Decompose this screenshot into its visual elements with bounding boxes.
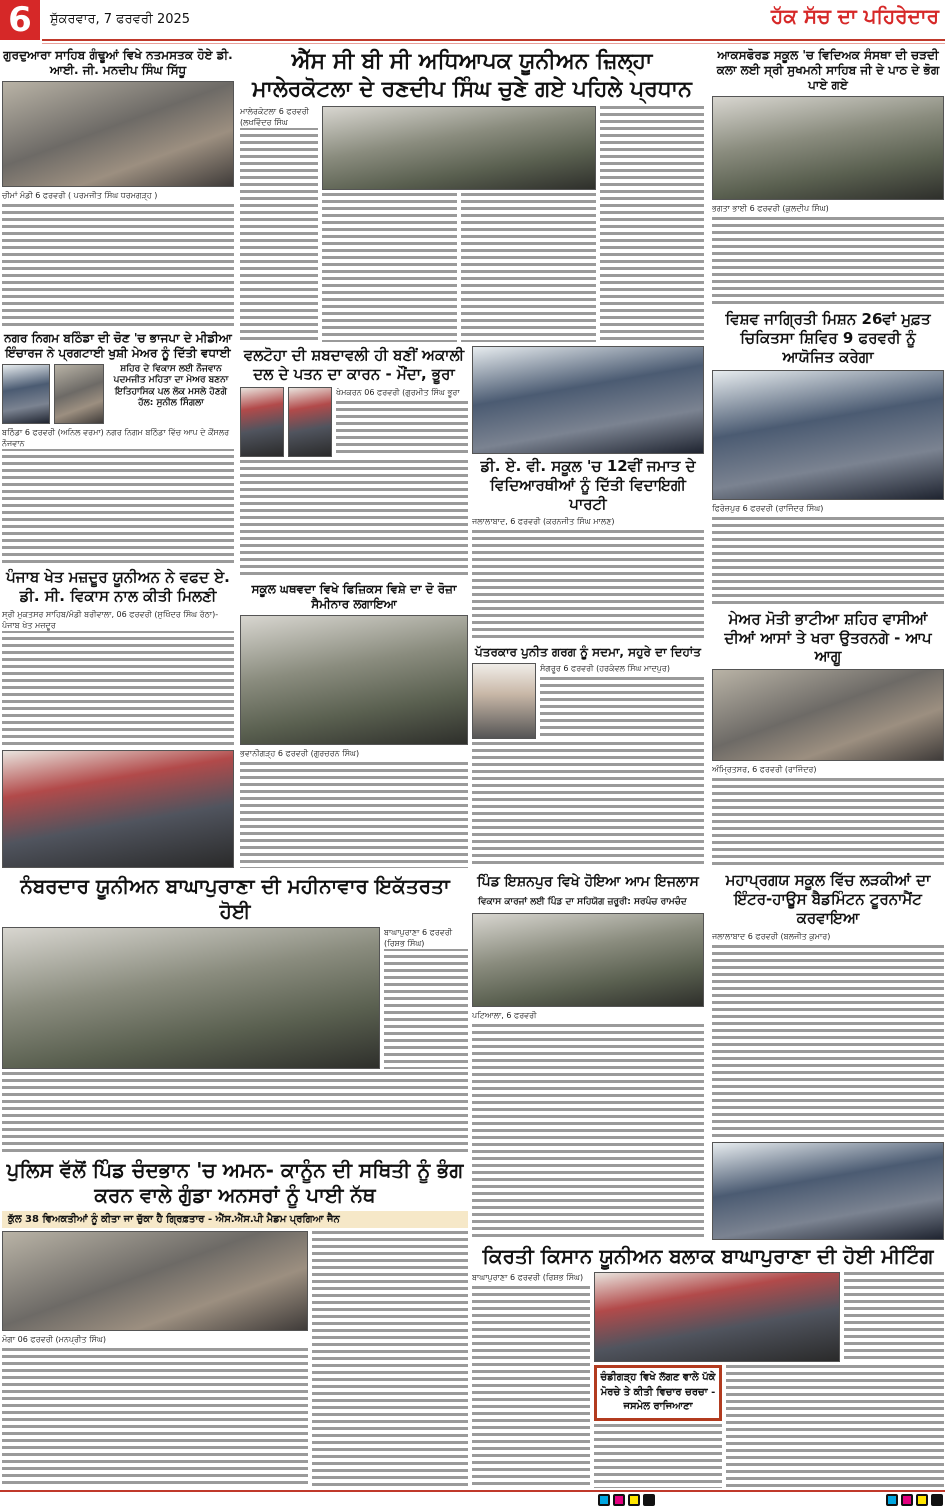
registration-mark-yellow xyxy=(916,1494,928,1506)
article-nambardar-body-2 xyxy=(2,1072,468,1152)
kirti-photo-row xyxy=(594,1272,944,1362)
main-story-body xyxy=(240,106,704,342)
headline-main: ਐੱਸ ਸੀ ਬੀ ਸੀ ਅਧਿਆਪਕ ਯੂਨੀਅਨ ਜ਼ਿਲ੍ਹਾ ਮਾਲੇਰਕੋਟਲਾ ਦੇ ਰਣਦੀਪ ਸਿੰਘ ਚੁਣੇ ਗਏ ਪਹਿਲੇ ਪ੍ਰਧਾਨ xyxy=(240,48,704,103)
article-ishanpur-body: ਪਟਿਆਲਾ, 6 ਫਰਵਰੀ xyxy=(472,1010,704,1240)
article-vishav-body: ਫਿਰੋਜ਼ਪੁਰ 6 ਫਰਵਰੀ (ਰਾਜਿੰਦਰ ਸਿੰਘ) xyxy=(712,503,944,607)
registration-mark-magenta xyxy=(613,1494,625,1506)
photo-puneet xyxy=(472,663,536,739)
puneet-row xyxy=(472,663,704,739)
headline-bathinda: ਨਗਰ ਨਿਗਮ ਬਠਿੰਡਾ ਦੀ ਚੋਣ 'ਚ ਭਾਜਪਾ ਦੇ ਮੀਡੀਆ ਇੰਚਾਰਜ ਨੇ ਪ੍ਰਗਟਾਈ ਖੁਸ਼ੀ ਮੇਅਰ ਨੂੰ ਦਿੱਤੀ ਵਧਾਈ xyxy=(2,331,234,361)
article-valtoha-body-2 xyxy=(240,460,468,580)
police-row xyxy=(2,1231,468,1488)
headline-seminar: ਸਕੂਲ ਘਥਵਦਾ ਵਿਖੇ ਫਿਜ਼ਿਕਸ ਵਿਸ਼ੇ ਦਾ ਦੋ ਰੋਜ਼ਾ ਸੈਮੀਨਾਰ ਲਗਾਇਆ xyxy=(240,582,468,612)
photo-dav xyxy=(472,346,704,454)
article-mahapragya-body: ਜਲਾਲਾਬਾਦ 6 ਫਰਵਰੀ (ਬਲਜੀਤ ਕੁਮਾਰ) xyxy=(712,931,944,1140)
kirti-box-column xyxy=(594,1365,722,1488)
headline-akashford: ਆਕਸਫੋਰਡ ਸਕੂਲ 'ਚ ਵਿਦਿਅਕ ਸੰਸਥਾ ਦੀ ਚੜਦੀ ਕਲਾ ਲਈ ਸ੍ਰੀ ਸੁਖਮਨੀ ਸਾਹਿਬ ਜੀ ਦੇ ਪਾਠ ਦੇ ਭੋਗ ਪਾਏ ਗਏ xyxy=(712,48,944,93)
article-mayor-body: ਅੰਮ੍ਰਿਤਸਰ, 6 ਫਰਵਰੀ (ਰਾਜਿੰਦਰ) xyxy=(712,764,944,868)
registration-mark-magenta xyxy=(901,1494,913,1506)
center-left-column xyxy=(240,346,468,868)
photo-mayor xyxy=(712,669,944,761)
ishanpur-story xyxy=(472,874,704,1240)
issue-date: ਸ਼ੁੱਕਰਵਾਰ, 7 ਫਰਵਰੀ 2025 xyxy=(50,12,191,27)
photo-vishav xyxy=(712,370,944,500)
headline-mayor: ਮੇਅਰ ਮੋਤੀ ਭਾਟੀਆ ਸ਼ਹਿਰ ਵਾਸੀਆਂ ਦੀਆਂ ਆਸਾਂ ਤੇ ਖਰਾ ਉਤਰਨਗੇ - ਆਪ ਆਗੂ xyxy=(712,610,944,666)
article-gurdwara-body: ਚੀਮਾਂ ਮੰਡੀ 6 ਫਰਵਰੀ ( ਪਰਮਜੀਤ ਸਿੰਘ ਧਰਮਗੜ੍ਹ ) xyxy=(2,190,234,328)
police-story xyxy=(2,1158,468,1488)
masthead-rule xyxy=(42,43,945,44)
headline-khet-majdoor: ਪੰਜਾਬ ਖੇਤ ਮਜ਼ਦੂਰ ਯੂਨੀਅਨ ਨੇ ਵਫਦ ਏ. ਡੀ. ਸੀ. ਵਿਕਾਸ ਨਾਲ ਕੀਤੀ ਮਿਲਣੀ xyxy=(2,568,234,606)
article-bathinda-body: ਬਠਿੰਡਾ 6 ਫਰਵਰੀ (ਅਨਿਲ ਵਰਮਾ) ਨਗਰ ਨਿਗਮ ਬਠਿੰਡਾ ਵਿੱਚ ਆਪ ਦੇ ਕੌਂਸਲਰ ਨੌਜਵਾਨ xyxy=(2,427,234,565)
registration-mark-cyan xyxy=(886,1494,898,1506)
headline-police: ਪੁਲਿਸ ਵੱਲੋਂ ਪਿੰਡ ਚੰਦਭਾਨ 'ਚ ਅਮਨ- ਕਾਨੂੰਨ ਦੀ ਸਥਿਤੀ ਨੂੰ ਭੰਗ ਕਰਨ ਵਾਲੇ ਗੁੰਡਾ ਅਨਸਰਾਂ ਨੂੰ ਪਾਈ ਨੱਥ xyxy=(2,1158,468,1208)
article-khet-majdoor-body: ਸ੍ਰੀ ਮੁਕਤਸਰ ਸਾਹਿਬ/ਮੰਡੀ ਬਰੀਵਾਲਾ, 06 ਫਰਵਰੀ (ਸੁਖਿੰਦਰ ਸਿੰਘ ਰੱਠਾ)-ਪੰਜਾਬ ਖੇਤ ਮਜ਼ਦੂਰ xyxy=(2,609,234,747)
photo-khet-majdoor xyxy=(2,750,234,868)
article-main-body-1: ਮਾਲੇਰਕੋਟਲਾ 6 ਫਰਵਰੀ (ਲਖਵਿੰਦਰ ਸਿੰਘ xyxy=(240,106,318,342)
article-puneet-body-2 xyxy=(472,742,704,868)
headline-puneet: ਪੱਤਰਕਾਰ ਪੁਨੀਤ ਗਰਗ ਨੂੰ ਸਦਮਾ, ਸਹੁਰੇ ਦਾ ਦਿਹਾਂਤ xyxy=(472,645,704,660)
article-main-body-4 xyxy=(461,193,596,342)
photo-valtoha-2 xyxy=(288,387,332,457)
headline-ishanpur: ਪਿੰਡ ਇਸ਼ਨਪੁਰ ਵਿਖੇ ਹੋਇਆ ਆਮ ਇਜਲਾਸ xyxy=(472,874,704,892)
subheadline-police: ਕੁੱਲ 38 ਵਿਅਕਤੀਆਂ ਨੂੰ ਕੀਤਾ ਜਾ ਚੁੱਕਾ ਹੈ ਗ੍ਰਿਫ਼ਤਾਰ - ਐੱਸ.ਐੱਸ.ਪੀ ਮੈਡਮ ਪ੍ਰਗਿਆ ਜੈਨ xyxy=(2,1211,468,1228)
subheadline-bathinda: ਸ਼ਹਿਰ ਦੇ ਵਿਕਾਸ ਲਈ ਨੌਜਵਾਨ ਪਦਮਜੀਤ ਮਹਿਤਾ ਦਾ ਮੇਅਰ ਬਣਨਾ ਇਤਿਹਾਸਿਕ ਪਲ ਲੋਕ ਮਸਲੇ ਹੋਣਗੇ ਹੱਲ: ਸੁਨੀਲ ਸਿੰਗਲਾ xyxy=(108,364,234,424)
center-right-column xyxy=(472,346,704,868)
article-puneet-body: ਸੰਗਰੂਰ 6 ਫਰਵਰੀ (ਹਰਕੰਵਲ ਸਿੰਘ ਮਾਦਪੁਰ) xyxy=(540,663,704,739)
headline-vishav: ਵਿਸ਼ਵ ਜਾਗ੍ਰਿਤੀ ਮਿਸ਼ਨ 26ਵਾਂ ਮੁਫ਼ਤ ਚਿਕਿਤਸਾ ਸ਼ਿਵਿਰ 9 ਫਰਵਰੀ ਨੂੰ ਆਯੋਜਿਤ ਕਰੇਗਾ xyxy=(712,310,944,366)
photo-seminar xyxy=(240,615,468,745)
registration-mark-cyan xyxy=(598,1494,610,1506)
main-story-lower xyxy=(322,193,596,342)
article-kirti-body: ਬਾਘਾਪੁਰਾਣਾ 6 ਫਰਵਰੀ (ਰਿਸ਼ਭ ਸਿੰਘ) xyxy=(472,1272,590,1488)
article-kirti-body-3 xyxy=(726,1365,944,1488)
article-seminar-body: ਭਵਾਨੀਗੜ੍ਹ 6 ਫਰਵਰੀ (ਗੁਰਚਰਨ ਸਿੰਘ) xyxy=(240,748,468,868)
article-main-body-3 xyxy=(600,106,704,342)
article-nambardar-body: ਬਾਘਾਪੁਰਾਣਾ 6 ਫਰਵਰੀ (ਰਿਸ਼ਭ ਸਿੰਘ) xyxy=(384,927,468,1069)
right-column xyxy=(712,48,944,1240)
masthead-rule xyxy=(42,39,945,41)
article-main-body-2 xyxy=(322,193,457,342)
nambardar-story xyxy=(2,874,468,1152)
photo-gurdwara xyxy=(2,81,234,187)
photo-mahapragya xyxy=(712,1142,944,1240)
headline-nambardar: ਨੰਬਰਦਾਰ ਯੂਨੀਅਨ ਬਾਘਾਪੁਰਾਣਾ ਦੀ ਮਹੀਨਾਵਾਰ ਇਕੱਤਰਤਾ ਹੋਈ xyxy=(2,874,468,924)
police-left xyxy=(2,1231,308,1488)
article-akashford-body: ਭਗਤਾ ਭਾਈ 6 ਫਰਵਰੀ (ਕੁਲਦੀਪ ਸਿੰਘ) xyxy=(712,203,944,307)
headline-kirti: ਕਿਰਤੀ ਕਿਸਾਨ ਯੂਨੀਅਨ ਬਲਾਕ ਬਾਘਾਪੁਰਾਣਾ ਦੀ ਹੋਈ ਮੀਟਿੰਗ xyxy=(472,1244,944,1269)
nambardar-row xyxy=(2,927,468,1069)
article-kirti-body-4 xyxy=(594,1424,722,1489)
photo-akashford xyxy=(712,96,944,200)
photo-bathinda-2 xyxy=(54,364,104,424)
photo-valtoha-1 xyxy=(240,387,284,457)
article-police-body xyxy=(312,1231,468,1488)
kirti-row xyxy=(472,1272,944,1488)
photo-police xyxy=(2,1231,308,1331)
kirti-lower-row xyxy=(594,1365,944,1488)
article-dav-body: ਜਲਾਲਾਬਾਦ, 6 ਫਰਵਰੀ (ਕਰਨਜੀਤ ਸਿੰਘ ਮਾਲਣ) xyxy=(472,516,704,642)
footer-rule xyxy=(0,1490,945,1492)
main-story xyxy=(240,48,704,342)
photo-nambardar xyxy=(2,927,380,1069)
article-kirti-body-2 xyxy=(844,1272,944,1362)
kirti-story xyxy=(472,1244,944,1488)
photo-kirti xyxy=(594,1272,840,1362)
masthead-logo: ਹੱਕ ਸੱਚ ਦਾ ਪਹਿਰੇਦਾਰ xyxy=(771,4,939,28)
valtoha-row xyxy=(240,387,468,457)
headline-gurdwara: ਗੁਰਦੁਆਰਾ ਸਾਹਿਬ ਗੰਢੂਆਂ ਵਿਖੇ ਨਤਮਸਤਕ ਹੋਏ ਡੀ. ਆਈ. ਜੀ. ਮਨਦੀਪ ਸਿੰਘ ਸਿੱਧੂ xyxy=(3,48,233,77)
article-police-body-2: ਮੋਗਾ 06 ਫਰਵਰੀ (ਮਨਪ੍ਰੀਤ ਸਿੰਘ) xyxy=(2,1334,308,1488)
headline-valtoha: ਵਲਟੋਹਾ ਦੀ ਸ਼ਬਦਾਵਲੀ ਹੀ ਬਣੀਂ ਅਕਾਲੀ ਦਲ ਦੇ ਪਤਨ ਦਾ ਕਾਰਨ - ਮੌਂਦਾ, ਭੂਰਾ xyxy=(240,346,468,384)
headline-dav: ਡੀ. ਏ. ਵੀ. ਸਕੂਲ 'ਚ 12ਵੀਂ ਜਮਾਤ ਦੇ ਵਿਦਿਆਰਥੀਆਂ ਨੂੰ ਦਿੱਤੀ ਵਿਦਾਇਗੀ ਪਾਰਟੀ xyxy=(472,457,704,513)
kirti-right xyxy=(594,1272,944,1488)
headline-mahapragya: ਮਹਾਪ੍ਰਗਯ ਸਕੂਲ ਵਿੱਚ ਲੜਕੀਆਂ ਦਾ ਇੰਟਰ-ਹਾਊਸ ਬੈਡਮਿੰਟਨ ਟੂਰਨਾਮੈਂਟ ਕਰਵਾਇਆ xyxy=(712,871,944,927)
callout-kirti: ਚੰਡੀਗੜ੍ਹ ਵਿਖੇ ਲੱਗਣ ਵਾਲੇ ਪੱਕੇ ਮੋਰਚੇ ਤੇ ਕੀਤੀ ਵਿਚਾਰ ਚਰਚਾ - ਜਸਮੇਲ ਰਾਜਿਆਣਾ xyxy=(594,1365,722,1421)
registration-mark-yellow xyxy=(628,1494,640,1506)
main-story-middle xyxy=(322,106,596,342)
bathinda-photo-row xyxy=(2,364,234,424)
article-valtoha-body: ਖੇਮਕਰਨ 06 ਫਰਵਰੀ (ਗੁਰਮੀਤ ਸਿੰਘ ਭੂਰਾ xyxy=(336,387,468,457)
registration-mark-black xyxy=(931,1494,943,1506)
registration-mark-black xyxy=(643,1494,655,1506)
subheadline-ishanpur: ਵਿਕਾਸ ਕਾਰਜਾਂ ਲਈ ਪਿੰਡ ਦਾ ਸਹਿਯੋਗ ਜ਼ਰੂਰੀ: ਸਰਪੰਚ ਰਾਮਚੰਦ xyxy=(472,895,704,911)
photo-ishanpur xyxy=(472,913,704,1007)
left-column xyxy=(2,48,234,868)
photo-main xyxy=(322,106,596,190)
page-number: 6 xyxy=(0,0,40,40)
photo-bathinda-1 xyxy=(2,364,50,424)
